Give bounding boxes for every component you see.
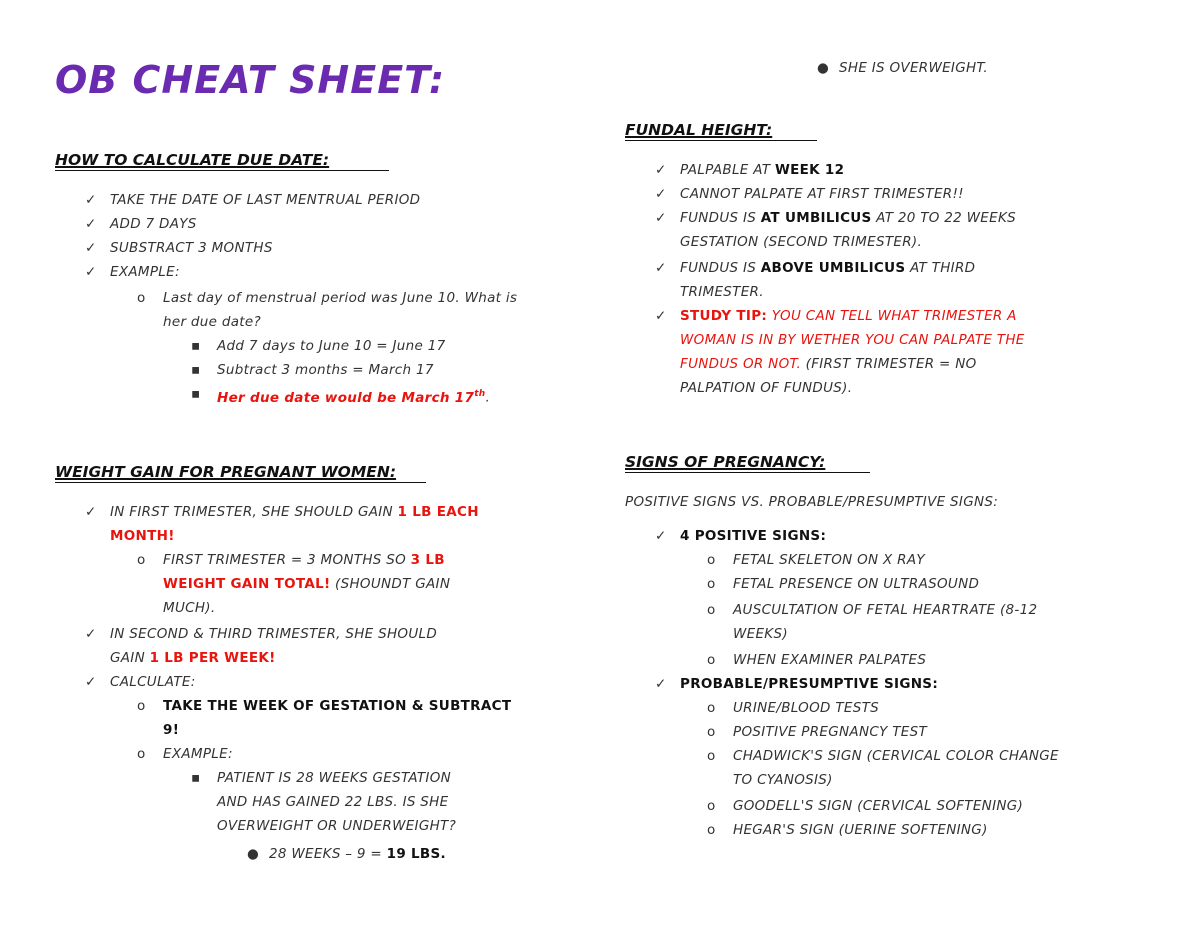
fundal-study-tip: ✓ STUDY TIP: YOU CAN TELL WHAT TRIMESTER A (655, 304, 1017, 328)
weight-second-third: ✓ IN SECOND & THIRD TRIMESTER, SHE SHOULD (85, 622, 437, 646)
circle-bullet-icon: o (137, 290, 146, 306)
circle-bullet-icon: o (707, 748, 716, 764)
due-date-heading: HOW TO CALCULATE DUE DATE: (55, 150, 389, 171)
weight-first-total-end: MUCH). (163, 600, 216, 616)
circle-bullet-icon: o (707, 552, 716, 568)
due-step-3: ✓ SUBSTRACT 3 MONTHS (85, 236, 273, 260)
circle-bullet-icon: o (707, 700, 716, 716)
due-sub-2: ▪ Subtract 3 months = March 17 (191, 358, 434, 382)
due-step-1: ✓ TAKE THE DATE OF LAST MENTRUAL PERIOD (85, 188, 420, 212)
due-answer: ▪ Her due date would be March 17th. (191, 382, 490, 410)
probable-sign-1: o URINE/BLOOD TESTS (707, 696, 879, 720)
fundal-1: ✓ PALPABLE AT WEEK 12 (655, 158, 844, 182)
weight-calc-rule: o TAKE THE WEEK OF GESTATION & SUBTRACT (137, 694, 511, 718)
square-bullet-icon: ▪ (191, 386, 201, 402)
circle-bullet-icon: o (137, 698, 146, 714)
circle-bullet-icon: o (707, 798, 716, 814)
check-icon: ✓ (655, 676, 667, 692)
due-step-2: ✓ ADD 7 DAYS (85, 212, 197, 236)
circle-bullet-icon: o (707, 652, 716, 668)
weight-example-answer: ● 28 WEEKS – 9 = 19 LBS. (247, 842, 446, 866)
due-example-question: o Last day of menstrual period was June 10. What is (137, 286, 517, 310)
weight-first-trimester: ✓ IN FIRST TRIMESTER, SHE SHOULD GAIN 1 LB EACH (85, 500, 479, 524)
signs-intro: POSITIVE SIGNS VS. PROBABLE/PRESUMPTIVE SIGNS: (625, 494, 999, 510)
due-sub-1: ▪ Add 7 days to June 10 = June 17 (191, 334, 445, 358)
probable-sign-5: o HEGAR'S SIGN (UERINE SOFTENING) (707, 818, 988, 842)
fundal-4-cont: TRIMESTER. (680, 284, 764, 300)
check-icon: ✓ (655, 162, 667, 178)
check-icon: ✓ (655, 260, 667, 276)
check-icon: ✓ (85, 240, 97, 256)
check-icon: ✓ (85, 626, 97, 642)
fundal-study-tip-4: PALPATION OF FUNDUS). (680, 380, 853, 396)
circle-bullet-icon: o (137, 746, 146, 762)
weight-first-total-cont: WEIGHT GAIN TOTAL! (SHOUNDT GAIN (163, 576, 451, 592)
weight-first-total: o FIRST TRIMESTER = 3 MONTHS SO 3 LB (137, 548, 445, 572)
probable-sign-2: o POSITIVE PREGNANCY TEST (707, 720, 927, 744)
positive-sign-3-cont: WEEKS) (733, 626, 788, 642)
overweight-answer: ● SHE IS OVERWEIGHT. (817, 56, 988, 80)
probable-signs-heading: ✓ PROBABLE/PRESUMPTIVE SIGNS: (655, 672, 938, 696)
due-step-4: ✓ EXAMPLE: (85, 260, 180, 284)
probable-sign-4: o GOODELL'S SIGN (CERVICAL SOFTENING) (707, 794, 1023, 818)
weight-example-q: ▪ PATIENT IS 28 WEEKS GESTATION (191, 766, 451, 790)
fundal-study-tip-3: FUNDUS OR NOT. (FIRST TRIMESTER = NO (680, 356, 977, 372)
due-example-question-cont: her due date? (163, 314, 261, 330)
positive-signs-heading: ✓ 4 POSITIVE SIGNS: (655, 524, 826, 548)
square-bullet-icon: ▪ (191, 770, 201, 786)
check-icon: ✓ (85, 192, 97, 208)
square-bullet-icon: ▪ (191, 338, 201, 354)
circle-bullet-icon: o (707, 724, 716, 740)
check-icon: ✓ (655, 210, 667, 226)
circle-bullet-icon: o (707, 576, 716, 592)
positive-sign-3: o AUSCULTATION OF FETAL HEARTRATE (8-12 (707, 598, 1037, 622)
fundal-study-tip-2: WOMAN IS IN BY WETHER YOU CAN PALPATE THE (680, 332, 1025, 348)
circle-bullet-icon: o (707, 602, 716, 618)
fundal-3-cont: GESTATION (SECOND TRIMESTER). (680, 234, 923, 250)
weight-gain-heading: WEIGHT GAIN FOR PREGNANT WOMEN: (55, 462, 426, 483)
weight-first-trimester-cont: MONTH! (110, 528, 175, 544)
dot-bullet-icon: ● (817, 60, 830, 76)
check-icon: ✓ (655, 528, 667, 544)
check-icon: ✓ (85, 264, 97, 280)
signs-heading: SIGNS OF PREGNANCY: (625, 452, 870, 473)
dot-bullet-icon: ● (247, 846, 260, 862)
weight-second-third-cont: GAIN 1 LB PER WEEK! (110, 650, 276, 666)
weight-example-q-3: OVERWEIGHT OR UNDERWEIGHT? (217, 818, 457, 834)
positive-sign-4: o WHEN EXAMINER PALPATES (707, 648, 926, 672)
weight-calc-rule-cont: 9! (163, 722, 180, 738)
check-icon: ✓ (655, 308, 667, 324)
circle-bullet-icon: o (707, 822, 716, 838)
fundal-2: ✓ CANNOT PALPATE AT FIRST TRIMESTER!! (655, 182, 964, 206)
positive-sign-1: o FETAL SKELETON ON X RAY (707, 548, 925, 572)
positive-sign-2: o FETAL PRESENCE ON ULTRASOUND (707, 572, 979, 596)
fundal-height-heading: FUNDAL HEIGHT: (625, 120, 817, 141)
weight-example: o EXAMPLE: (137, 742, 233, 766)
page-title: OB CHEAT SHEET: (55, 58, 446, 102)
weight-calculate: ✓ CALCULATE: (85, 670, 196, 694)
fundal-3: ✓ FUNDUS IS AT UMBILICUS AT 20 TO 22 WEEKS (655, 206, 1016, 230)
circle-bullet-icon: o (137, 552, 146, 568)
check-icon: ✓ (655, 186, 667, 202)
weight-example-q-2: AND HAS GAINED 22 LBS. IS SHE (217, 794, 449, 810)
check-icon: ✓ (85, 504, 97, 520)
probable-sign-3: o CHADWICK'S SIGN (CERVICAL COLOR CHANGE (707, 744, 1059, 768)
square-bullet-icon: ▪ (191, 362, 201, 378)
check-icon: ✓ (85, 216, 97, 232)
check-icon: ✓ (85, 674, 97, 690)
probable-sign-3-cont: TO CYANOSIS) (733, 772, 833, 788)
fundal-4: ✓ FUNDUS IS ABOVE UMBILICUS AT THIRD (655, 256, 975, 280)
